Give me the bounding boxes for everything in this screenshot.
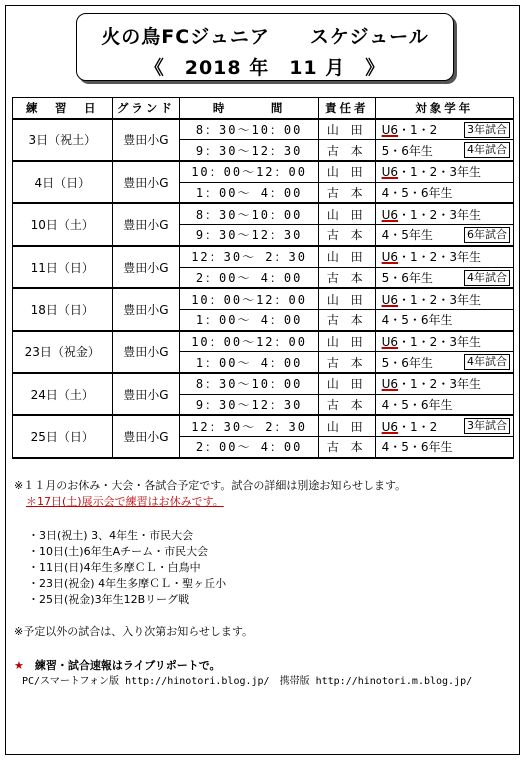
table-row [13,288,514,309]
list-item: ・ 10日(土)6年生Aチーム・市民大会 [28,544,472,560]
cell-coach: 山 田 [318,331,375,352]
cell-date: 10日（土） [13,203,113,245]
target-grades: ・1・2・3年生 [398,250,481,265]
note-report-text: 練習・試合速報はライブリポートで。 [23,659,221,672]
note-other-matches: ※予定以外の試合は、入り次第お知らせします。 [14,625,254,638]
match-badge: 6年試合 [464,227,510,243]
list-item: ・ 11日(日)4年生多摩ＣＬ・白鳥中 [28,560,472,576]
cell-date: 25日（日） [13,415,113,457]
target-grades: 5・6年生 [381,355,433,370]
cell-target [375,352,513,373]
cell-time: 12：30〜 2：30 [180,246,319,267]
target-grades: ・1・2・3年生 [398,165,481,180]
cell-time: 2：00〜 4：00 [180,437,319,458]
day-group [13,288,514,330]
cell-time: 1：00〜 4：00 [180,182,319,203]
title-box [76,13,454,81]
match-badge: 4年試合 [464,270,510,286]
day-group [13,415,514,457]
cell-target [375,331,513,352]
target-grades: 4・5・6年生 [381,440,453,455]
header-date: 練 習 日 [13,98,113,119]
target-grades: ・1・2・3年生 [398,207,481,222]
notes-section [14,478,472,690]
target-grades: 5・6年生 [381,143,433,158]
star-icon: ★ [14,659,24,672]
u6-label: U6 [381,334,399,349]
day-group [13,203,514,245]
cell-time: 9：30〜12：30 [180,225,319,246]
cell-coach: 山 田 [318,203,375,224]
cell-time: 8：30〜10：00 [180,373,319,394]
target-grades: ・1・2・3年生 [398,292,481,307]
u6-label: U6 [381,123,399,138]
header-coach: 責任者 [318,98,375,119]
target-grades: 4・5・6年生 [381,313,453,328]
cell-coach: 山 田 [318,161,375,182]
day-group [13,331,514,373]
cell-time: 12：30〜 2：30 [180,415,319,436]
target-grades: ・1・2・3年生 [398,334,481,349]
cell-coach: 山 田 [318,119,375,140]
page-title: 火の鳥FCジュニア スケジュール [101,26,429,48]
cell-coach: 古 本 [318,267,375,288]
header-time: 時 間 [180,98,319,119]
cell-coach: 古 本 [318,182,375,203]
cell-time: 2：00〜 4：00 [180,267,319,288]
cell-target [375,415,513,436]
u6-label: U6 [381,292,399,307]
cell-coach: 古 本 [318,309,375,330]
table-row [13,119,514,140]
day-group [13,161,514,203]
cell-time: 8：30〜10：00 [180,203,319,224]
cell-time: 8：30〜10：00 [180,119,319,140]
table-row [13,331,514,352]
cell-target [375,161,513,182]
cell-coach: 山 田 [318,246,375,267]
cell-ground: 豊田小G [112,415,180,457]
cell-target [375,182,513,203]
cell-date: 24日（土） [13,373,113,415]
cell-ground: 豊田小G [112,161,180,203]
cell-target [375,267,513,288]
cell-target [375,437,513,458]
cell-target [375,288,513,309]
match-badge: 3年試合 [464,418,510,434]
cell-time: 1：00〜 4：00 [180,352,319,373]
cell-time: 9：30〜12：30 [180,394,319,415]
table-row [13,373,514,394]
cell-time: 10：00〜12：00 [180,161,319,182]
u6-label: U6 [381,377,399,392]
match-badge: 4年試合 [464,354,510,370]
cell-ground: 豊田小G [112,119,180,161]
note-main: ※１１月のお休み・大会・各試合予定です。試合の詳細は別途お知らせします。 [14,479,407,492]
table-row [13,246,514,267]
target-grades: 4・5・6年生 [381,186,453,201]
month-title: 《 2018 年 11 月 》 [144,57,386,79]
table-row [13,415,514,436]
cell-target [375,140,513,161]
cell-time: 10：00〜12：00 [180,288,319,309]
u6-label: U6 [381,250,399,265]
cell-coach: 山 田 [318,288,375,309]
cell-ground: 豊田小G [112,246,180,288]
cell-date: 18日（日） [13,288,113,330]
cell-coach: 古 本 [318,437,375,458]
match-badge: 4年試合 [464,142,510,158]
cell-coach: 古 本 [318,140,375,161]
cell-target [375,246,513,267]
target-grades: 4・5年生 [381,228,433,243]
cell-coach: 古 本 [318,394,375,415]
event-list [14,528,472,608]
target-grades: ・1・2・3年生 [398,377,481,392]
list-item: ・ 23日(祝金) 4年生多摩ＣＬ・聖ヶ丘小 [28,576,472,592]
target-grades: 5・6年生 [381,270,433,285]
day-group [13,246,514,288]
cell-date: 23日（祝金） [13,331,113,373]
cell-date: 11日（日） [13,246,113,288]
target-grades: ・1・2 [398,419,438,434]
cell-date: 4日（日） [13,161,113,203]
note-report [14,658,472,674]
cell-target [375,119,513,140]
cell-time: 10：00〜12：00 [180,331,319,352]
note-holiday: ＊17日(土)展示会で練習はお休みです。 [26,495,224,508]
cell-coach: 古 本 [318,352,375,373]
cell-coach: 古 本 [318,225,375,246]
target-grades: ・1・2 [398,123,438,138]
cell-time: 9：30〜12：30 [180,140,319,161]
cell-target [375,225,513,246]
cell-target [375,203,513,224]
u6-label: U6 [381,165,399,180]
table-header-row [13,98,514,119]
table-row [13,203,514,224]
cell-target [375,373,513,394]
cell-target [375,309,513,330]
day-group [13,373,514,415]
cell-time: 1：00〜 4：00 [180,309,319,330]
day-group [13,119,514,161]
match-badge: 3年試合 [464,122,510,138]
list-item: ・ 3日(祝土) 3、4年生・市民大会 [28,528,472,544]
note-urls: PC/スマートフォン版 http://hinotori.blog.jp/ 携帯版 http://hinotori.m.blog.jp/ [22,676,473,687]
u6-label: U6 [381,207,399,222]
cell-ground: 豊田小G [112,373,180,415]
table-row [13,161,514,182]
header-ground: グランド [112,98,180,119]
schedule-table [12,97,514,459]
cell-coach: 山 田 [318,415,375,436]
cell-ground: 豊田小G [112,331,180,373]
cell-date: 3日（祝土） [13,119,113,161]
cell-target [375,394,513,415]
cell-coach: 山 田 [318,373,375,394]
list-item: ・ 25日(祝金)3年生12Bリーグ戦 [28,592,472,608]
cell-ground: 豊田小G [112,203,180,245]
header-target: 対象学年 [375,98,513,119]
target-grades: 4・5・6年生 [381,397,453,412]
u6-label: U6 [381,419,399,434]
cell-ground: 豊田小G [112,288,180,330]
